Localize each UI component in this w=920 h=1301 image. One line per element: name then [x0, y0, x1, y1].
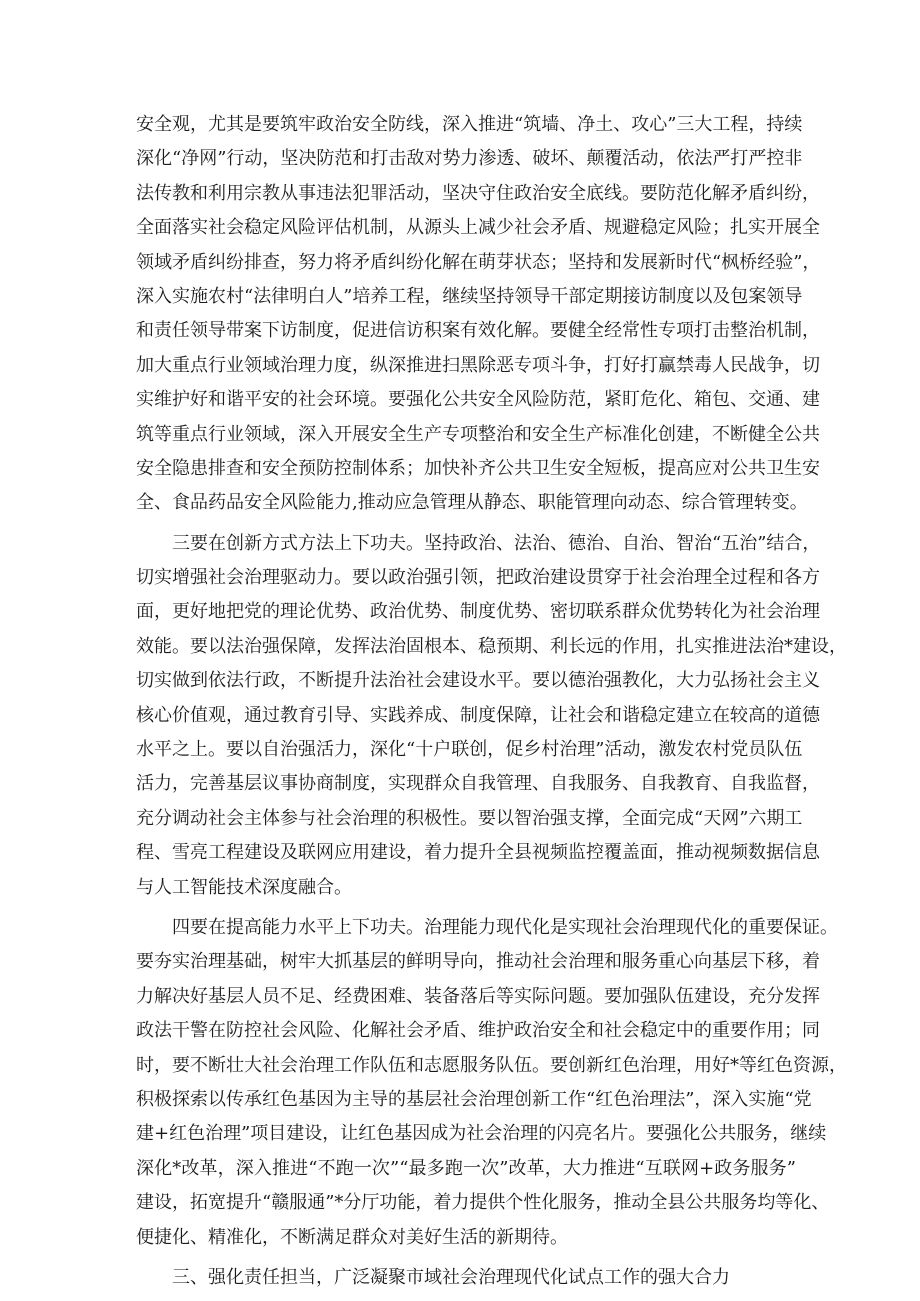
text-line: 全、食品药品安全风险能力,推动应急管理从静态、职能管理向动态、综合管理转变。: [136, 492, 808, 514]
text-line: 领域矛盾纠纷排查，努力将矛盾纠纷化解在萌芽状态；坚持和发展新时代“枫桥经验”，: [136, 251, 821, 273]
text-line: 切实做到依法行政，不断提升法治社会建设水平。要以德治强教化，大力弘扬社会主义: [136, 670, 820, 692]
text-line: 充分调动社会主体参与社会治理的积极性。要以智治强支撑，全面完成“天网”六期工: [136, 807, 803, 829]
section-heading: [136, 1261, 796, 1295]
text-line: 安全隐患排查和安全预防控制体系；加快补齐公共卫生安全短板，提高应对公共卫生安: [136, 457, 820, 479]
text-line: 面，更好地把党的理论优势、政治优势、制度优势、密切联系群众优势转化为社会治理: [136, 601, 820, 623]
text-line: 政法干警在防控社会风险、化解社会矛盾、维护政治安全和社会稳定中的重要作用；同: [136, 1020, 820, 1042]
text-line: 力解决好基层人员不足、经费困难、装备落后等实际问题。要加强队伍建设，充分发挥: [136, 985, 820, 1007]
text-line: 深入实施农村“法律明白人”培养工程，继续坚持领导干部定期接访制度以及包案领导: [136, 285, 803, 307]
text-line: 与人工智能技术深度融合。: [136, 876, 352, 898]
text-line: 便捷化、精准化，不断满足群众对美好生活的新期待。: [136, 1226, 568, 1248]
text-line: 切实增强社会治理驱动力。要以政治强引领，把政治建设贯穿于社会治理全过程和各方: [136, 567, 820, 589]
text-line: 水平之上。要以自治强活力，深化“十户联创，促乡村治理”活动，激发农村党员队伍: [136, 739, 803, 761]
document-page: [136, 108, 847, 1301]
text-line: 要夯实治理基础，树牢大抓基层的鲜明导向，推动社会治理和服务重心向基层下移，着: [136, 951, 820, 973]
text-line: 实维护好和谐平安的社会环境。要强化公共安全风险防范，紧盯危化、箱包、交通、建: [136, 389, 820, 411]
text-line: 全面落实社会稳定风险评估机制，从源头上减少社会矛盾、规避稳定风险；扎实开展全: [136, 217, 820, 239]
paragraph-innovation: [136, 527, 847, 905]
text-line: 加大重点行业领域治理力度，纵深推进扫黑除恶专项斗争，打好打赢禁毒人民战争，切: [136, 354, 820, 376]
paragraph-capability: [136, 911, 847, 1255]
text-line: 程、雪亮工程建设及联网应用建设，着力提升全县视频监控覆盖面，推动视频数据信息: [136, 842, 820, 864]
text-line: 时，要不断壮大社会治理工作队伍和志愿服务队伍。要创新红色治理，用好*等红色资源，: [136, 1054, 847, 1076]
paragraph-public-security: [136, 108, 821, 521]
text-line: 法传教和利用宗教从事违法犯罪活动，坚决守住政治安全底线。要防范化解矛盾纠纷，: [136, 182, 820, 204]
text-line: 和责任领导带案下访制度，促进信访积案有效化解。要健全经常性专项打击整治机制，: [136, 320, 820, 342]
text-line: 筑等重点行业领域，深入开展安全生产专项整治和安全生产标准化创建，不断健全公共: [136, 423, 820, 445]
text-line: 四要在提高能力水平上下功夫。治理能力现代化是实现社会治理现代化的重要保证。: [172, 916, 838, 938]
text-line: 建+红色治理”项目建设，让红色基因成为社会治理的闪亮名片。要强化公共服务，继续: [136, 1123, 827, 1145]
text-line: 建设，拓宽提升“赣服通”*分厅功能，着力提供个性化服务，推动全县公共服务均等化、: [136, 1192, 830, 1214]
text-line: 核心价值观，通过教育引导、实践养成、制度保障，让社会和谐稳定建立在较高的道德: [136, 704, 820, 726]
text-line: 活力，完善基层议事协商制度，实现群众自我管理、自我服务、自我教育、自我监督，: [136, 773, 820, 795]
text-line: 深化“净网”行动，坚决防范和打击敌对势力渗透、破坏、颠覆活动，依法严打严控非: [136, 148, 803, 170]
text-line: 三要在创新方式方法上下功夫。坚持政治、法治、德治、自治、智治“五治”结合，: [172, 532, 821, 554]
section-heading-text: 三、强化责任担当，广泛凝聚市域社会治理现代化试点工作的强大合力: [172, 1266, 730, 1288]
text-line: 深化*改革，深入推进“不跑一次”“最多跑一次”改革，大力推进“互联网+政务服务”: [136, 1157, 796, 1179]
text-line: 积极探索以传承红色基因为主导的基层社会治理创新工作“红色治理法”，深入实施“党: [136, 1088, 812, 1110]
text-line: 安全观，尤其是要筑牢政治安全防线，深入推进“筑墙、净土、攻心”三大工程，持续: [136, 114, 803, 135]
text-line: 效能。要以法治强保障，发挥法治固根本、稳预期、利长远的作用，扎实推进法治*建设，: [136, 635, 847, 657]
